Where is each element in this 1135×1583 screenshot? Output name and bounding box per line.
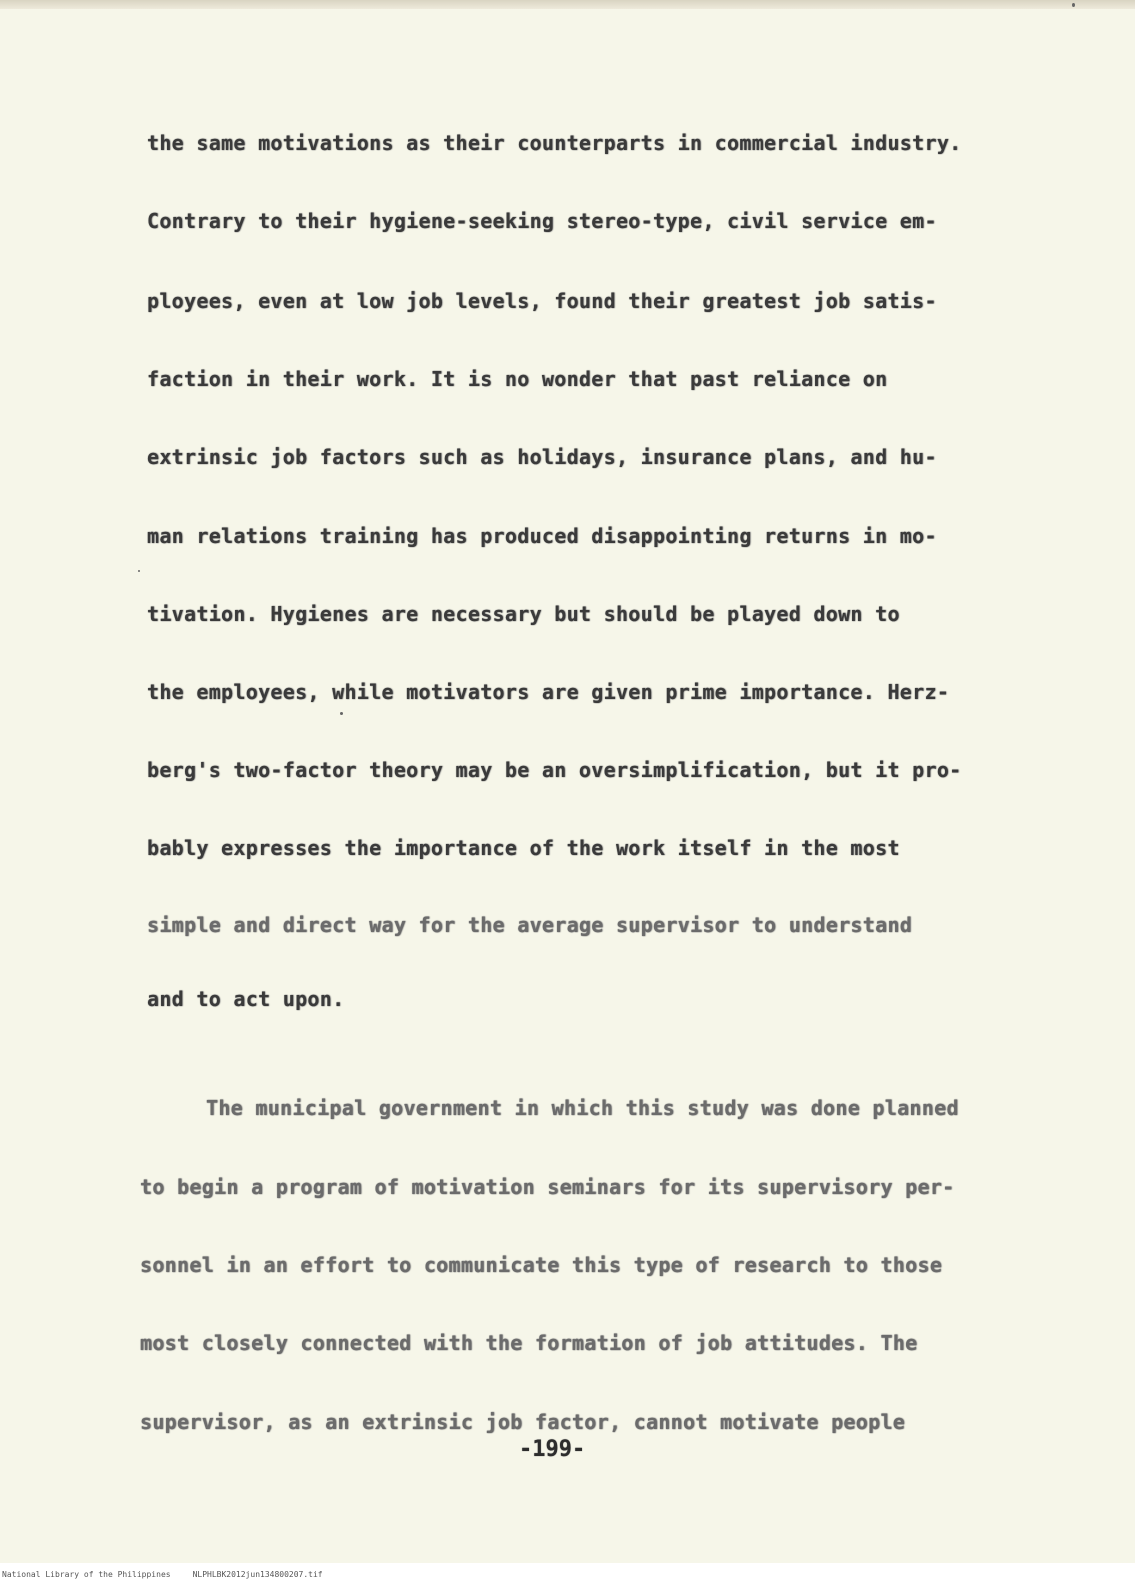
body-line-4: faction in their work. It is no wonder that past reliance on (147, 367, 888, 391)
body-line-8: the employees, while motivators are given prime importance. Herz- (147, 680, 950, 704)
page-number: -199- (519, 1437, 586, 1462)
body-line-17: supervisor, as an extrinsic job factor, cannot motivate people (140, 1410, 906, 1434)
body-line-9: berg's two-factor theory may be an oversimplification, but it pro- (147, 758, 962, 782)
body-line-13: The municipal government in which this study was done planned (206, 1096, 959, 1120)
body-line-15: sonnel in an effort to communicate this type of research to those (140, 1253, 943, 1277)
body-line-3: ployees, even at low job levels, found their greatest job satis- (147, 289, 937, 313)
scan-top-edge (0, 0, 1135, 9)
scan-speck (138, 570, 140, 572)
body-line-10: bably expresses the importance of the work itself in the most (147, 836, 900, 860)
body-line-11: simple and direct way for the average supervisor to understand (147, 913, 913, 937)
body-line-7: tivation. Hygienes are necessary but should be played down to (147, 602, 900, 626)
scan-speck (1072, 3, 1075, 7)
body-line-6: man relations training has produced disappointing returns in mo- (147, 524, 937, 548)
body-line-2: Contrary to their hygiene-seeking stereo-type, civil service em- (147, 209, 937, 233)
body-line-12: and to act upon. (147, 987, 345, 1011)
footer-file-reference: NLPHLBK2012jun134800207.tif (192, 1570, 323, 1579)
scan-speck (340, 712, 343, 715)
footer-institution: National Library of the Philippines (2, 1570, 171, 1579)
scan-footer-caption (2, 1570, 323, 1579)
body-line-5: extrinsic job factors such as holidays, insurance plans, and hu- (147, 445, 937, 469)
body-line-1: the same motivations as their counterparts in commercial industry. (147, 131, 962, 155)
body-line-16: most closely connected with the formation of job attitudes. The (140, 1331, 918, 1355)
body-line-14: to begin a program of motivation seminars for its supervisory per- (140, 1175, 955, 1199)
